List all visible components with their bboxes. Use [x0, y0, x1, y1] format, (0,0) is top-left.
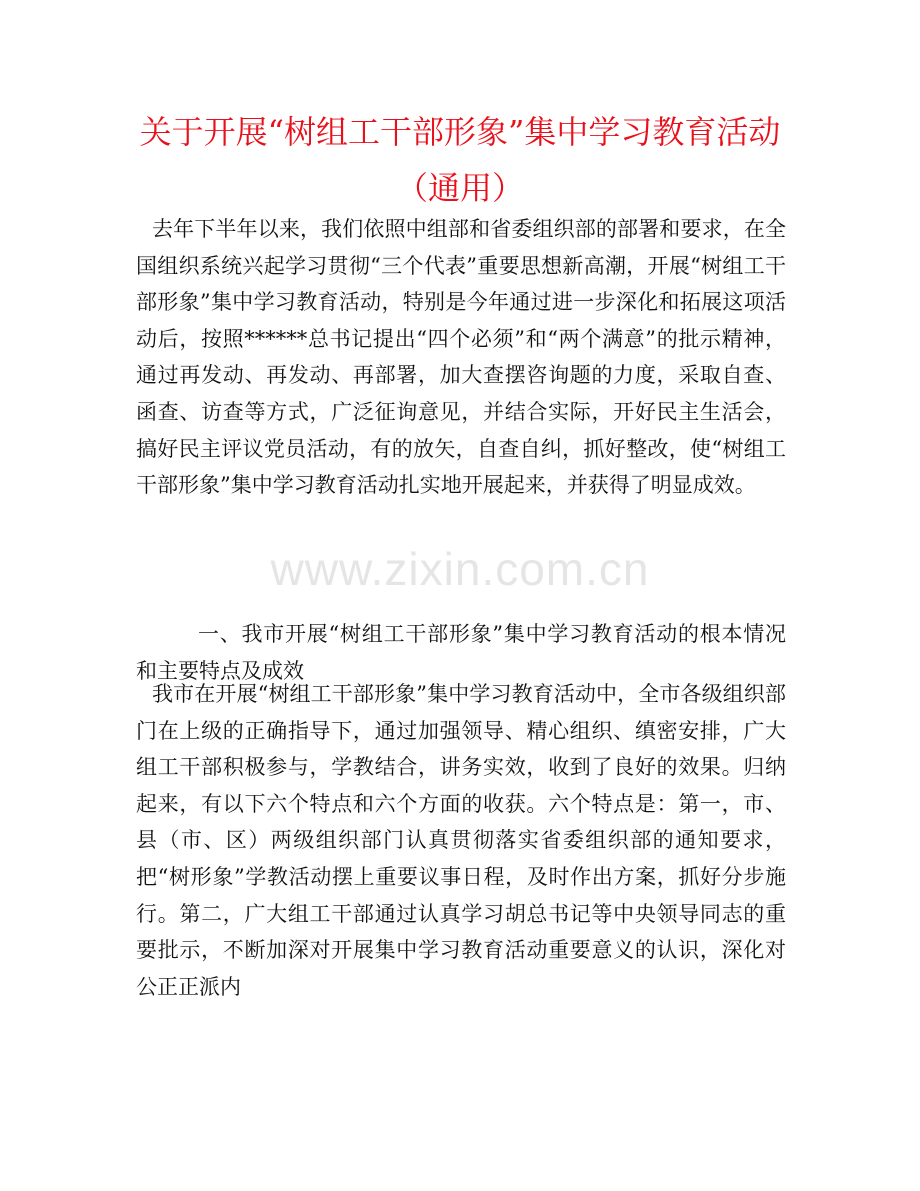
section-heading-1: 一、我市开展“树组工干部形象”集中学习教育活动的根本情况和主要特点及成效: [136, 622, 786, 683]
paragraph-intro: 去年下半年以来，我们依照中组部和省委组织部的部署和要求，在全国组织系统兴起学习贯彻“三个代表”重要思想新高潮，开展“树组工干部形象”集中学习教育活动，特别是今年通过进一步深化和拓展这项活动后，按照******总书记提出“四个必须”和“两个满意”的批示精神，通过再发动、再发动、再部署，加大查摆咨询题的力度，采取自查、函查、访查等方式，广泛征询意见，并结合实际，开好民主生活会，搞好民主评议党员活动，有的放矢，自查自纠，抓好整改，使“树组工干部形象”集中学习教育活动扎实地开展起来，并获得了明显成效。: [136, 217, 786, 498]
paragraph-section-1: 我市在开展“树组工干部形象”集中学习教育活动中，全市各级组织部门在上级的正确指导下，通过加强领导、精心组织、缜密安排，广大组工干部积极参与，学教结合，讲务实效，收到了良好的效果。归纳起来，有以下六个特点和六个方面的收获。六个特点是：第一，市、县（市、区）两级组织部门认真贯彻落实省委组织部的通知要求，把“树形象”学教活动摆上重要议事日程，及时作出方案，抓好分步施行。第二，广大组工干部通过认真学习胡总书记等中央领导同志的重要批示，不断加深对开展集中学习教育活动重要意义的认识，深化对公正正派内: [136, 682, 786, 999]
document-title: 关于开展“树组工干部形象”集中学习教育活动（通用）: [139, 113, 781, 207]
watermark: www.zixin.com.cn: [270, 543, 650, 595]
